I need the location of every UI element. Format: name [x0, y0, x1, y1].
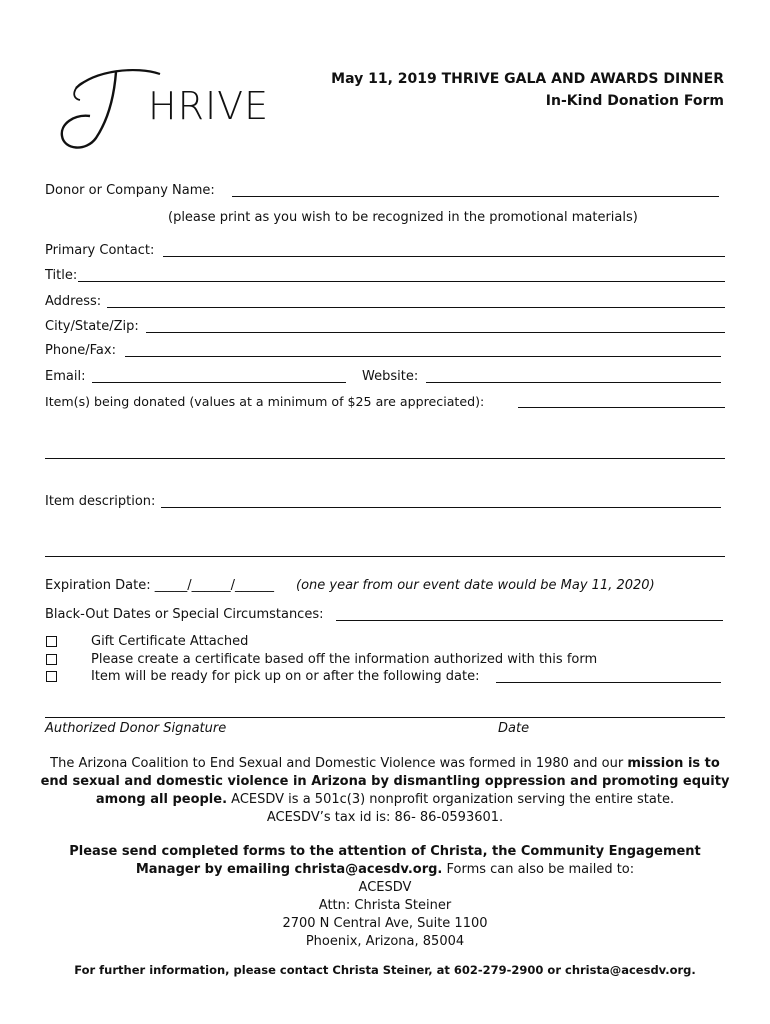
- tax-id: ACESDV’s tax id is: 86- 86-0593601.: [266, 810, 504, 825]
- mail-address-4: Phoenix, Arizona, 85004: [305, 934, 465, 949]
- mail-address-1: ACESDV: [358, 880, 412, 895]
- email-field[interactable]: [92, 382, 346, 383]
- form-header: [331, 68, 724, 112]
- logo-word: HRIVE: [148, 84, 270, 128]
- donor-field[interactable]: [232, 196, 719, 197]
- primary-contact-label: Primary Contact:: [45, 243, 155, 258]
- event-title: May 11, 2019 THRIVE GALA AND AWARDS DINNER: [331, 71, 724, 87]
- primary-contact-field[interactable]: [163, 256, 725, 257]
- gift-certificate-checkbox[interactable]: [46, 636, 57, 647]
- mission-paragraph: [40, 755, 730, 827]
- mail-address-3: 2700 N Central Ave, Suite 1100: [282, 916, 488, 931]
- send-text: Forms can also be mailed to:: [442, 862, 635, 877]
- website-label: Website:: [362, 369, 419, 384]
- title-field[interactable]: [78, 281, 725, 282]
- email-label: Email:: [45, 369, 86, 384]
- items-donated-field[interactable]: [518, 407, 725, 408]
- create-certificate-checkbox[interactable]: [46, 654, 57, 665]
- city-state-zip-label: City/State/Zip:: [45, 319, 139, 334]
- title-label: Title:: [45, 268, 78, 283]
- donor-label: Donor or Company Name:: [45, 183, 215, 198]
- send-instructions: [40, 843, 730, 951]
- expiration-note: (one year from our event date would be May 11, 2020): [296, 578, 655, 593]
- address-field[interactable]: [107, 307, 725, 308]
- create-certificate-label: Please create a certificate based off the information authorized with this form: [91, 652, 598, 667]
- pickup-ready-label: Item will be ready for pick up on or after the following date:: [91, 669, 480, 684]
- thrive-logo: [56, 58, 306, 158]
- mission-text-1: The Arizona Coalition to End Sexual and Domestic Violence was formed in 1980 and our: [50, 756, 628, 771]
- items-donated-line-2[interactable]: [45, 458, 725, 459]
- footer-contact: For further information, please contact Christa Steiner, at 602-279-2900 or christa@acesdv.org.: [74, 963, 696, 977]
- signature-line[interactable]: [45, 717, 725, 718]
- form-subtitle: In-Kind Donation Form: [545, 93, 724, 109]
- item-description-line-2[interactable]: [45, 556, 725, 557]
- expiration-date-field[interactable]: Expiration Date: _____/______/______: [45, 578, 274, 593]
- phone-fax-field[interactable]: [125, 356, 721, 357]
- pickup-date-field[interactable]: [496, 682, 721, 683]
- mission-text-2: ACESDV is a 501c(3) nonprofit organization serving the entire state.: [227, 792, 675, 807]
- date-label: Date: [498, 721, 530, 736]
- mission-statement: mission is to end sexual and domestic violence in Arizona by dismantling oppression and promoting equity among all people.: [40, 756, 730, 807]
- gift-certificate-label: Gift Certificate Attached: [91, 634, 249, 649]
- address-label: Address:: [45, 294, 102, 309]
- donor-note: (please print as you wish to be recognized in the promotional materials): [168, 210, 638, 225]
- item-description-field[interactable]: [161, 507, 721, 508]
- phone-fax-label: Phone/Fax:: [45, 343, 116, 358]
- pickup-ready-checkbox[interactable]: [46, 671, 57, 682]
- signature-label: Authorized Donor Signature: [45, 721, 227, 736]
- send-statement: Please send completed forms to the attention of Christa, the Community Engagement Manager by emailing christa@acesdv.org.: [69, 844, 701, 877]
- website-field[interactable]: [426, 382, 721, 383]
- city-state-zip-field[interactable]: [146, 332, 725, 333]
- blackout-dates-field[interactable]: [336, 620, 723, 621]
- mail-address-2: Attn: Christa Steiner: [318, 898, 452, 913]
- item-description-label: Item description:: [45, 494, 156, 509]
- blackout-dates-label: Black-Out Dates or Special Circumstances:: [45, 607, 324, 622]
- items-donated-label: Item(s) being donated (values at a minimum of $25 are appreciated):: [45, 394, 485, 409]
